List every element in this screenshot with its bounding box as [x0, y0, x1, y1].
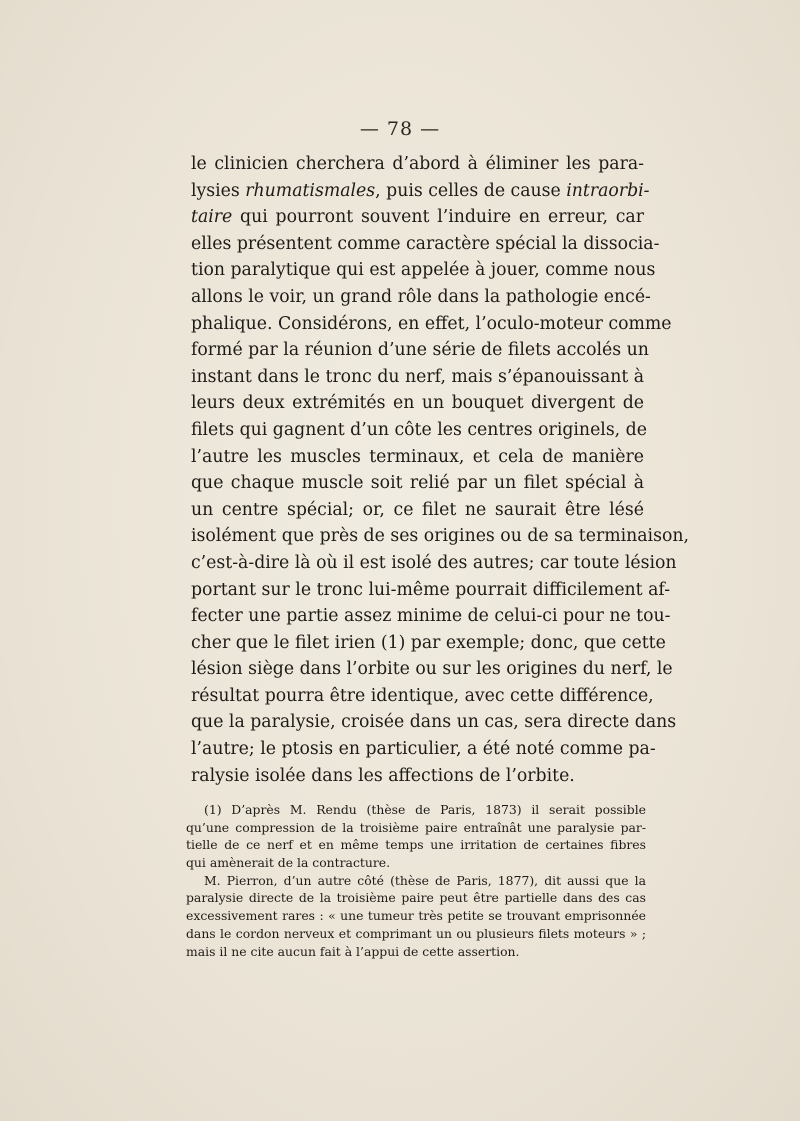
body-paragraph [191, 151, 689, 789]
text-line: filets qui gagnent d’un côte les centres originels, de [191, 419, 647, 440]
footnote-line: excessivement rares : « une tumeur très petite se trouvant emprisonnée [186, 908, 646, 924]
footnote-line: qu’une compression de la troisième paire entraînât une paralysie par- [186, 819, 646, 835]
page-number: — 78 — [359, 118, 441, 140]
text-line: lysies rhumatismales, puis celles de cause intraorbi- [191, 180, 650, 201]
text-line: allons le voir, un grand rôle dans la pathologie encé- [191, 286, 651, 307]
footnote-line: M. Pierron, d’un autre côté (thèse de Paris, 1877), dit aussi que la [204, 872, 646, 888]
text-line: que chaque muscle soit relié par un filet spécial à [191, 473, 644, 494]
text-line: ralysie isolée dans les affections de l’orbite. [191, 765, 575, 786]
footnote-line: paralysie directe de la troisième paire peut être partielle dans des cas [186, 890, 646, 906]
text-line: le clinicien chercherа d’abord à éliminer les para- [191, 154, 644, 174]
text-line: portant sur le tronc lui-même pourrait difficilement af- [191, 579, 671, 600]
footnote-line: (1) D’après M. Rendu (thèse de Paris, 1873) il serait possible [204, 802, 646, 817]
text-line: résultat pourra être identique, avec cette différence, [191, 685, 654, 706]
text-line: instant dans le tronc du nerf, mais s’épanouissant à [191, 366, 645, 387]
footnote-line: tielle de ce nerf et en même temps une irritation de certaines fibres [186, 837, 646, 853]
footnote-line: dans le cordon nerveux et comprimant un ou plusieurs filets moteurs » ; [186, 925, 646, 941]
footnote-line: mais il ne cite aucun fait à l’appui de cette assertion. [186, 943, 520, 959]
text-line: lésion siège dans l’orbite ou sur les origines du nerf, le [191, 659, 673, 680]
text-line: formé par la réunion d’une série de filets accolés un [191, 340, 649, 361]
footnotes [186, 801, 646, 960]
text-line: tion paralytique qui est appelée à jouer, comme nous [191, 260, 656, 281]
footnote-line: qui amènerait de la contracture. [186, 855, 391, 871]
text-line: un centre spécial; or, ce filet ne saurait être lésé [191, 499, 644, 520]
text-line: que la paralysie, croisée dans un cas, sera directe dans [191, 712, 677, 733]
text-line: c’est-à-dire là où il est isolé des autres; car toute lésion [191, 552, 677, 573]
text-line: fecter une partie assez minime de celui-ci pour ne tou- [191, 606, 671, 627]
text-line: phalique. Considérons, en effet, l’oculo-moteur comme [191, 313, 672, 334]
text-line: leurs deux extrémités en un bouquet divergent de [191, 393, 644, 414]
text-line: cher que le filet irien (1) par exemple; donc, que cette [191, 632, 666, 653]
text-line: taire qui pourront souvent l’induire en erreur, car [191, 207, 644, 228]
text-line: isolément que près de ses origines ou de sa terminaison, [191, 526, 689, 547]
text-line: elles présentent comme caractère spécial la dissocia- [191, 233, 660, 254]
text-line: l’autre; le ptosis en particulier, a été noté comme pa- [191, 739, 656, 760]
text-line: l’autre les muscles terminaux, et cela de manière [191, 446, 644, 467]
